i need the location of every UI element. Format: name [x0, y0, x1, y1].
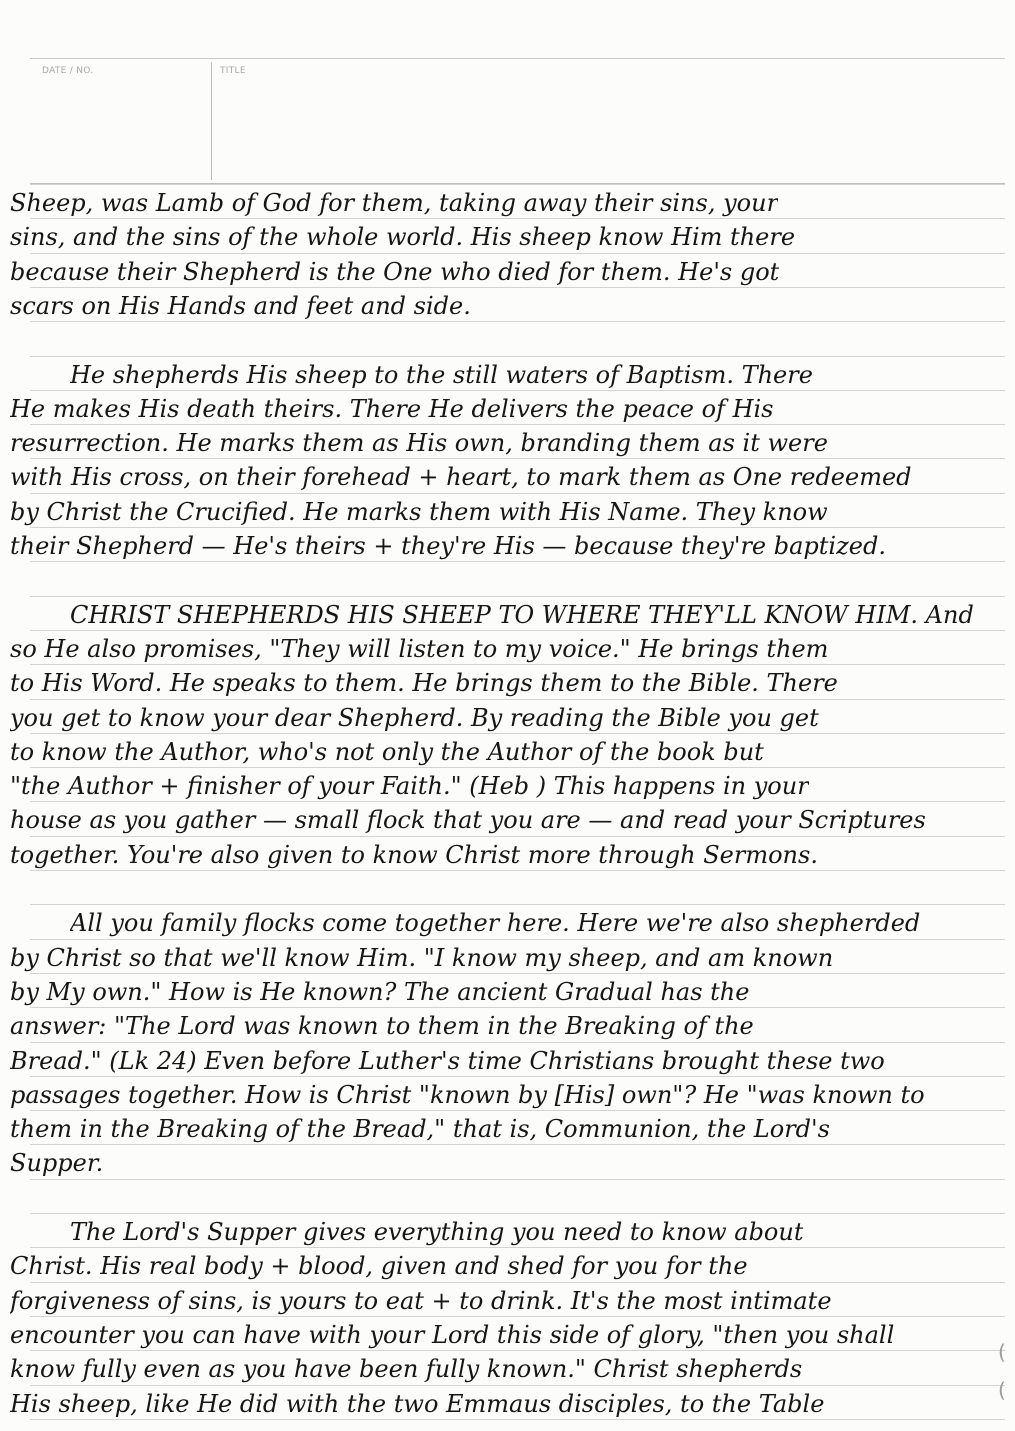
text-line: Supper.: [10, 1149, 104, 1178]
text-line: with His cross, on their forehead + heart, to mark them as One redeemed: [10, 463, 912, 492]
ruled-line: [30, 356, 1005, 357]
text-line: by Christ the Crucified. He marks them with His Name. They know: [10, 497, 828, 526]
text-line: CHRIST SHEPHERDS HIS SHEEP TO WHERE THEY'LL KNOW HIM. And: [70, 600, 974, 629]
text-line: them in the Breaking of the Bread," that is, Communion, the Lord's: [10, 1115, 830, 1144]
text-line: scars on His Hands and feet and side.: [10, 291, 471, 320]
header-divider: [211, 62, 212, 180]
text-line: because their Shepherd is the One who died for them. He's got: [10, 257, 780, 286]
margin-mark: (: [998, 1340, 1006, 1364]
text-line: All you family flocks come together here. Here we're also shepherded: [70, 909, 921, 938]
text-line: resurrection. He marks them as His own, branding them as it were: [10, 429, 828, 458]
text-line: know fully even as you have been fully known." Christ shepherds: [10, 1355, 803, 1384]
header-top-rule: [30, 58, 1005, 59]
text-line: their Shepherd — He's theirs + they're His — because they're baptized.: [10, 532, 886, 560]
text-line: "the Author + finisher of your Faith." (Heb ) This happens in your: [10, 772, 809, 801]
text-line: The Lord's Supper gives everything you need to know about: [70, 1218, 804, 1246]
text-line: Sheep, was Lamb of God for them, taking away their sins, your: [10, 189, 779, 217]
text-line: He shepherds His sheep to the still waters of Baptism. There: [70, 360, 813, 389]
text-line: He makes His death theirs. There He delivers the peace of His: [10, 394, 774, 423]
date-no-label: DATE / NO.: [42, 66, 94, 76]
text-line: so He also promises, "They will listen to my voice." He brings them: [10, 634, 829, 663]
ruled-line: [30, 1213, 1005, 1214]
text-line: you get to know your dear Shepherd. By reading the Bible you get: [10, 703, 819, 732]
text-line: to His Word. He speaks to them. He brings them to the Bible. There: [10, 669, 838, 698]
text-line: His sheep, like He did with the two Emmaus disciples, to the Table: [10, 1389, 825, 1418]
margin-mark: (: [998, 1378, 1006, 1402]
text-line: answer: "The Lord was known to them in the Breaking of the: [10, 1012, 754, 1041]
text-line: by My own." How is He known? The ancient Gradual has the: [10, 977, 750, 1006]
text-line: Bread." (Lk 24) Even before Luther's time Christians brought these two: [10, 1046, 885, 1075]
ruled-line: [30, 596, 1005, 597]
ruled-line: [30, 904, 1005, 905]
text-line: by Christ so that we'll know Him. "I know my sheep, and am known: [10, 943, 834, 972]
text-line: together. You're also given to know Christ more through Sermons.: [10, 840, 818, 869]
text-line: encounter you can have with your Lord this side of glory, "then you shall: [10, 1320, 895, 1349]
ruled-line: [30, 1179, 1005, 1180]
ruled-line: [30, 184, 1005, 185]
text-line: sins, and the sins of the whole world. His sheep know Him there: [10, 223, 796, 252]
text-line: passages together. How is Christ "known by [His] own"? He "was known to: [10, 1080, 925, 1109]
text-line: house as you gather — small flock that you are — and read your Scriptures: [10, 806, 926, 835]
text-line: to know the Author, who's not only the Author of the book but: [10, 737, 764, 766]
title-label: TITLE: [220, 66, 246, 76]
text-line: Christ. His real body + blood, given and shed for you for the: [10, 1252, 748, 1281]
text-line: forgiveness of sins, is yours to eat + to drink. It's the most intimate: [10, 1286, 832, 1315]
